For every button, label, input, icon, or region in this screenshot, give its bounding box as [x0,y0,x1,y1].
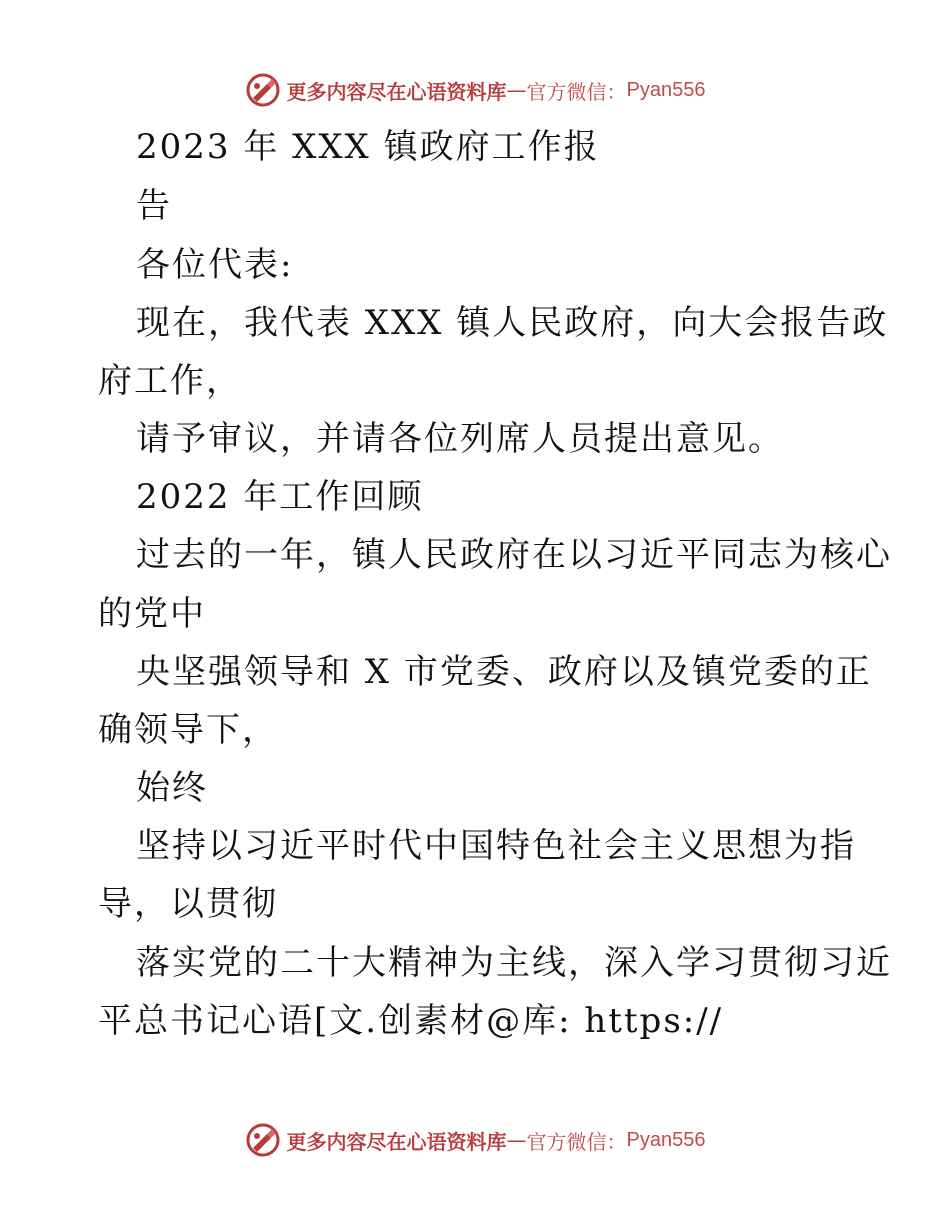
watermark-dash: — [506,1128,527,1152]
paragraph-line: 导，以贯彻 [98,884,278,924]
paragraph-line: 府工作， [98,361,242,401]
watermark-account-label: 官方微信： [526,79,627,104]
paragraph-line: 坚持以习近平时代中国特色社会主义思想为指 [136,826,856,866]
paragraph-line: 请予审议，并请各位列席人员提出意见。 [136,419,784,459]
paragraph-line: 央坚强领导和 X 市党委、政府以及镇党委的正 [136,652,872,692]
watermark-account-label: 官方微信： [526,1129,627,1154]
paragraph-line: 落实党的二十大精神为主线，深入学习贯彻习近 [136,943,892,983]
title-line-2: 告 [136,186,172,226]
watermark-slogan: 更多内容尽在心语资料库 [286,1129,507,1154]
watermark-dash: — [506,78,527,102]
paragraph-line: 平总书记心语[文.创素材@库: https:// [98,1001,724,1041]
brand-logo-icon [245,1122,281,1158]
paragraph-line: 现在，我代表 XXX 镇人民政府，向大会报告政 [136,303,889,343]
title-line-1: 2023 年 XXX 镇政府工作报 [136,127,600,167]
section-heading: 2022 年工作回顾 [136,477,424,517]
paragraph-line: 确领导下， [98,710,278,750]
salutation: 各位代表: [136,245,294,285]
footer-watermark [0,1120,950,1160]
watermark-slogan: 更多内容尽在心语资料库 [286,79,507,104]
paragraph-line: 的党中 [98,594,206,634]
watermark-wechat-id: Pyan556 [626,1128,706,1151]
watermark-wechat-id: Pyan556 [626,78,706,101]
paragraph-line: 始终 [136,768,208,808]
paragraph-line: 过去的一年，镇人民政府在以习近平同志为核心 [136,535,892,575]
